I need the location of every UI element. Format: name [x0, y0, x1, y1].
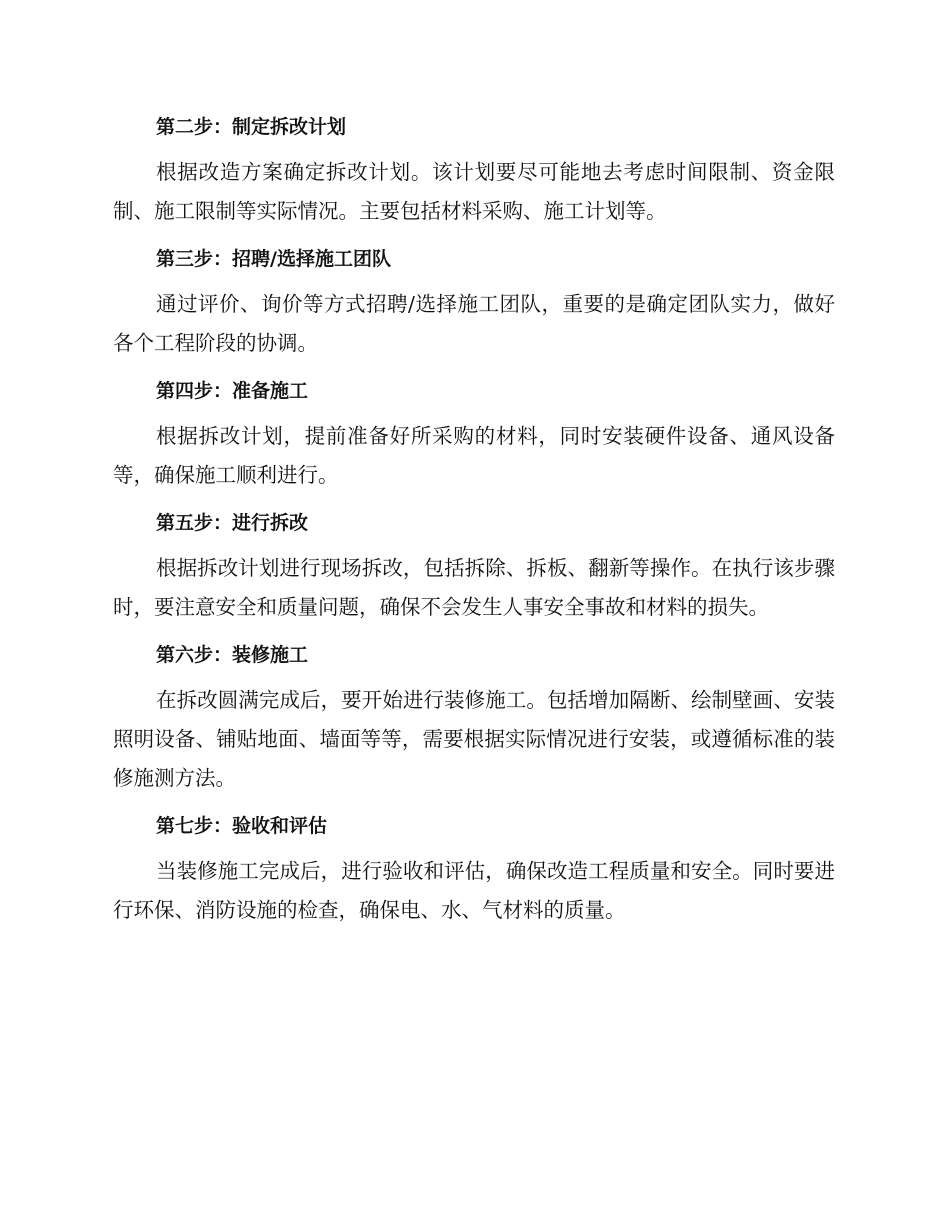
step-7-title: 第七步：验收和评估 [156, 815, 328, 837]
step-2-body: 根据改造方案确定拆改计划。该计划要尽可能地去考虑时间限制、资金限制、施工限制等实际情况。主要包括材料采购、施工计划等。 [113, 160, 835, 223]
step-2-title: 第二步：制定拆改计划 [156, 116, 347, 138]
step-4-title: 第四步：准备施工 [156, 380, 309, 402]
step-5-title: 第五步：进行拆改 [156, 512, 309, 534]
document-content [113, 108, 835, 939]
step-6-body: 在拆改圆满完成后，要开始进行装修施工。包括增加隔断、绘制壁画、安装照明设备、铺贴地面、墙面等等，需要根据实际情况进行安装，或遵循标准的装修施测方法。 [113, 688, 835, 790]
step-6-title: 第六步：装修施工 [156, 644, 309, 666]
step-4-body: 根据拆改计划，提前准备好所采购的材料，同时安装硬件设备、通风设备等，确保施工顺利进行。 [113, 424, 835, 487]
step-5-body: 根据拆改计划进行现场拆改，包括拆除、拆板、翻新等操作。在执行该步骤时，要注意安全和质量问题，确保不会发生人事安全事故和材料的损失。 [113, 556, 835, 619]
step-7-body: 当装修施工完成后，进行验收和评估，确保改造工程质量和安全。同时要进行环保、消防设施的检查，确保电、水、气材料的质量。 [113, 859, 835, 922]
step-3-body: 通过评价、询价等方式招聘/选择施工团队，重要的是确定团队实力，做好各个工程阶段的协调。 [113, 292, 835, 355]
step-3-title: 第三步：招聘/选择施工团队 [156, 248, 391, 270]
